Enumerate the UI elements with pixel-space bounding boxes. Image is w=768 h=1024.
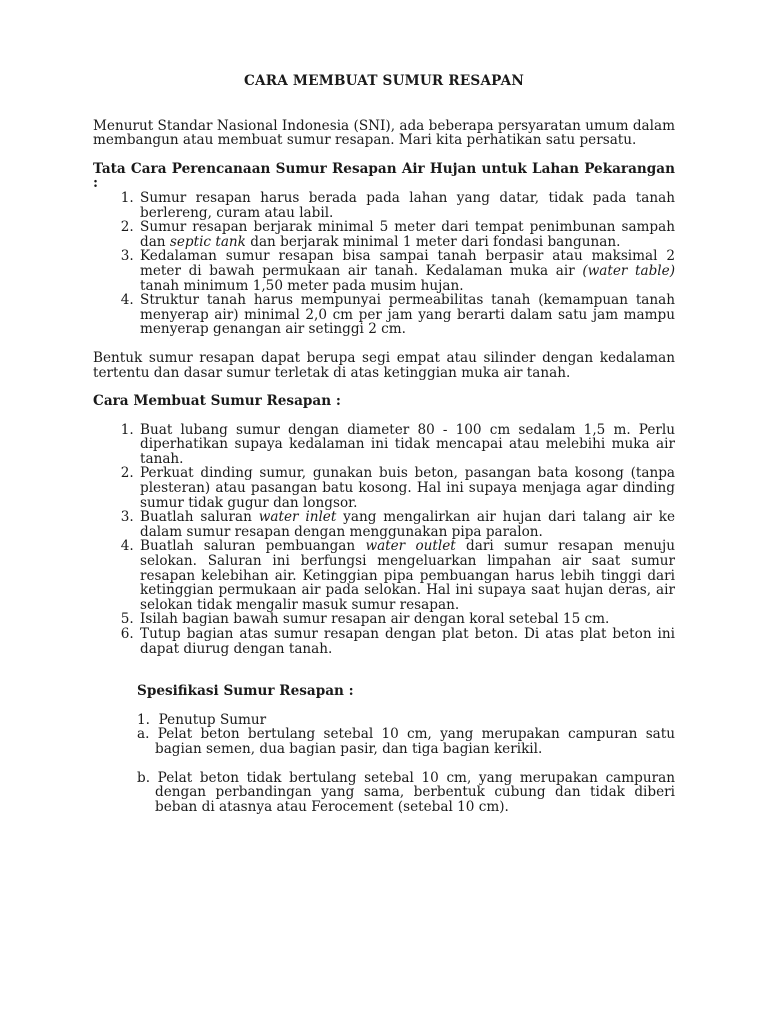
- section1-heading: Tata Cara Perencanaan Sumur Resapan Air Hujan untuk Lahan Pekarangan :: [93, 160, 675, 192]
- list-item: 6. Tutup bagian atas sumur resapan dengan plat beton. Di atas plat beton ini dapat diurug dengan tanah.: [138, 627, 675, 656]
- spec-item-penutup: 1. Penutup Sumur: [137, 711, 267, 728]
- list-item: 2. Perkuat dinding sumur, gunakan buis beton, pasangan bata kosong (tanpa plesteran) atau pasangan batu kosong. Hal ini supaya menjaga agar dinding sumur tidak gugur dan longsor.: [138, 466, 675, 510]
- list-item: 1. Sumur resapan harus berada pada lahan yang datar, tidak pada tanah berlereng, curam atau labil.: [138, 191, 675, 220]
- list-item: 5. Isilah bagian bawah sumur resapan air dengan koral setebal 15 cm.: [138, 612, 675, 627]
- section2-heading: Cara Membuat Sumur Resapan :: [93, 393, 341, 410]
- spec-sub-b: b. Pelat beton tidak bertulang setebal 10 cm, yang merupakan campuran dengan perbandingan yang sama, berbentuk cubung dan tidak diberi beban di atasnya atau Ferocement (setebal 10 cm).: [137, 769, 675, 815]
- list-item: 3. Kedalaman sumur resapan bisa sampai tanah berpasir atau maksimal 2 meter di bawah permukaan air tanah. Kedalaman muka air (water table) tanah minimum 1,50 meter pada musim hujan.: [138, 249, 675, 293]
- list-item: 3. Buatlah saluran water inlet yang mengalirkan air hujan dari talang air ke dalam sumur resapan dengan menggunakan pipa paralon.: [138, 510, 675, 539]
- shape-paragraph: Bentuk sumur resapan dapat berupa segi empat atau silinder dengan kedalaman tertentu dan dasar sumur terletak di atas ketinggian muka air tanah.: [93, 349, 675, 381]
- list-item: 4. Buatlah saluran pembuangan water outlet dari sumur resapan menuju selokan. Saluran ini berfungsi mengeluarkan limpahan air saat sumur resapan kelebihan air. Ketinggian pipa pembuangan harus lebih tinggi dari ketinggian permukaan air pada selokan. Hal ini supaya saat hujan deras, air selokan tidak mengalir masuk sumur resapan.: [138, 539, 675, 612]
- list-item: 2. Sumur resapan berjarak minimal 5 meter dari tempat penimbunan sampah dan septic tank dan berjarak minimal 1 meter dari fondasi bangunan.: [138, 220, 675, 249]
- section1-list: [93, 191, 675, 337]
- section2-list: [93, 423, 675, 657]
- list-item: 4. Struktur tanah harus mempunyai permeabilitas tanah (kemampuan tanah menyerap air) minimal 2,0 cm per jam yang berarti dalam satu jam mampu menyerap genangan air setinggi 2 cm.: [138, 293, 675, 337]
- spec-sub-a: a. Pelat beton bertulang setebal 10 cm, yang merupakan campuran satu bagian semen, dua bagian pasir, dan tiga bagian kerikil.: [137, 726, 675, 757]
- page-title: CARA MEMBUAT SUMUR RESAPAN: [243, 73, 524, 89]
- section3-heading: Spesifikasi Sumur Resapan :: [137, 683, 354, 700]
- intro-paragraph: Menurut Standar Nasional Indonesia (SNI), ada beberapa persyaratan umum dalam membangun atau membuat sumur resapan. Mari kita perhatikan satu persatu.: [93, 117, 675, 149]
- list-item: 1. Buat lubang sumur dengan diameter 80 - 100 cm sedalam 1,5 m. Perlu diperhatikan supaya kedalaman ini tidak mencapai atau melebihi muka air tanah.: [138, 423, 675, 467]
